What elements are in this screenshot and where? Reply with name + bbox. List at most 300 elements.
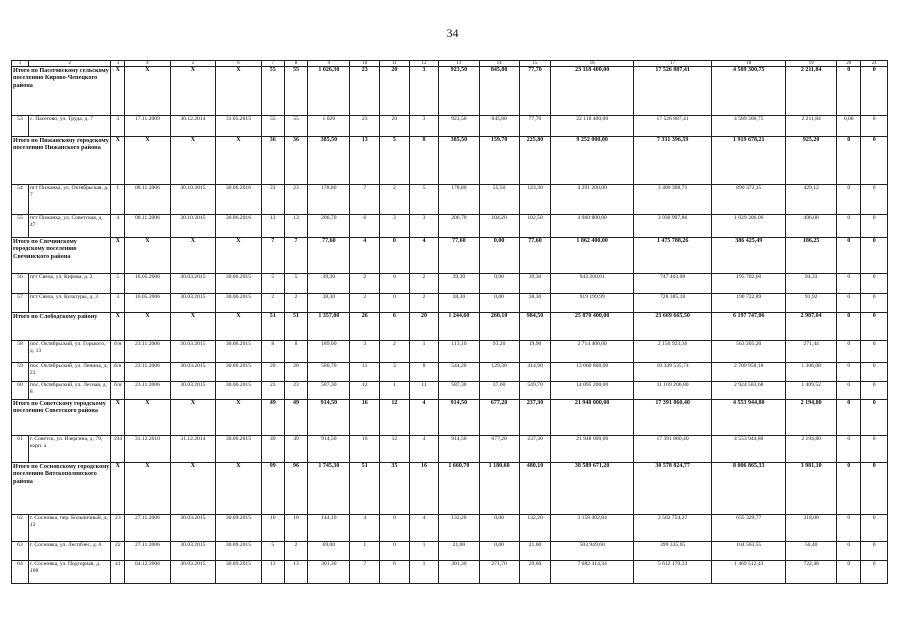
- subtotal-label: Итого по Сосновскому городскому поселению Вятскополянского района: [12, 463, 111, 515]
- address-cell: пгт Свеча, ул. Культуры, д. 3: [28, 294, 111, 313]
- cell: 38,30: [519, 294, 551, 313]
- cell: 77,60: [519, 238, 551, 274]
- cell: 195 702,60: [712, 274, 786, 294]
- cell: X: [170, 67, 215, 116]
- subtotal-row: [12, 137, 888, 185]
- cell: 237,30: [519, 400, 551, 436]
- cell: 0: [380, 238, 410, 274]
- cell: 9 252 000,00: [551, 137, 634, 185]
- cell: 38,30: [308, 294, 350, 313]
- register-table: [11, 60, 888, 584]
- cell: 4 553 944,80: [712, 436, 786, 463]
- cell: 190 722,89: [712, 294, 786, 313]
- cell: 30.06.2016: [216, 185, 261, 215]
- cell: 5 612 179,33: [633, 561, 711, 584]
- cell: 23: [350, 116, 380, 137]
- cell: 23.11.2006: [125, 382, 170, 400]
- cell: 0: [861, 185, 888, 215]
- cell: 0: [837, 215, 861, 238]
- cell: 17 526 887,41: [633, 116, 711, 137]
- cell: 4 589 300,75: [712, 116, 786, 137]
- cell: X: [125, 400, 170, 436]
- cell: 30.10.2015: [170, 185, 215, 215]
- cell: 30.09.2015: [216, 515, 261, 542]
- cell: 3: [409, 67, 439, 116]
- cell: 4: [409, 436, 439, 463]
- cell: 1: [409, 561, 439, 584]
- subtotal-row: [12, 67, 888, 116]
- cell: 39,30: [308, 274, 350, 294]
- cell: 914,50: [439, 436, 479, 463]
- cell: 51: [261, 313, 284, 341]
- table-row: [12, 436, 888, 463]
- cell: 587,30: [308, 382, 350, 400]
- cell: 3: [111, 116, 125, 137]
- table-row: [12, 215, 888, 238]
- row-number-cell: 62: [12, 515, 29, 542]
- cell: 0: [861, 515, 888, 542]
- cell: 30.03.2015: [170, 363, 215, 382]
- cell: 11: [409, 382, 439, 400]
- cell: 496,08: [786, 215, 837, 238]
- cell: 13: [261, 561, 284, 584]
- cell: 4: [350, 238, 380, 274]
- cell: 7: [284, 238, 307, 274]
- cell: 399 335,65: [633, 542, 711, 561]
- cell: 102,50: [519, 215, 551, 238]
- cell: 0: [380, 515, 410, 542]
- page-number: 34: [446, 26, 459, 40]
- cell: 0: [837, 313, 861, 341]
- cell: 3: [409, 215, 439, 238]
- cell: 7 082 414,34: [551, 561, 634, 584]
- cell: 1 469 512,43: [712, 561, 786, 584]
- table-row: [12, 294, 888, 313]
- cell: 2 709 958,18: [712, 363, 786, 382]
- cell: 23: [111, 515, 125, 542]
- cell: X: [170, 137, 215, 185]
- cell: 480,10: [519, 463, 551, 515]
- cell: 5: [380, 137, 410, 185]
- cell: 30.03.2015: [170, 515, 215, 542]
- column-number: 18: [712, 61, 786, 67]
- cell: 0: [837, 137, 861, 185]
- cell: 51: [350, 463, 380, 515]
- cell: 49: [261, 400, 284, 436]
- cell: 580,70: [308, 363, 350, 382]
- column-number: 4: [125, 61, 170, 67]
- cell: X: [111, 313, 125, 341]
- subtotal-label: Итого по Пижанскому городскому поселению Пижанского района: [12, 137, 111, 185]
- cell: 2 211,84: [786, 116, 837, 137]
- cell: 1 244,60: [439, 313, 479, 341]
- table-row: [12, 274, 888, 294]
- cell: 13 060 800,00: [551, 363, 634, 382]
- cell: 4: [409, 238, 439, 274]
- cell: 747 403,08: [633, 274, 711, 294]
- subtotal-label: Итого по Советскому городскому поселению Советского района: [12, 400, 111, 436]
- cell: 13: [261, 215, 284, 238]
- cell: 12: [380, 436, 410, 463]
- cell: 385,50: [439, 137, 479, 185]
- row-number-cell: 56: [12, 274, 29, 294]
- cell: 3: [111, 294, 125, 313]
- cell: 3: [380, 215, 410, 238]
- cell: 20: [380, 67, 410, 116]
- address-cell: пгт Пижанка, ул. Советская, д. 47: [28, 215, 111, 238]
- table-row: [12, 363, 888, 382]
- cell: 1: [409, 542, 439, 561]
- address-cell: пос. Октябрьский, ул. Горького, д. 13: [28, 341, 111, 363]
- cell: 16.05.2006: [125, 274, 170, 294]
- cell: 30.06.2015: [216, 382, 261, 400]
- cell: 0: [380, 274, 410, 294]
- cell: 30.06.2015: [216, 294, 261, 313]
- cell: 2 150 923,36: [633, 341, 711, 363]
- cell: 39,30: [519, 274, 551, 294]
- cell: 0: [837, 463, 861, 515]
- row-number-cell: 60: [12, 382, 29, 400]
- cell: 3 981,10: [786, 463, 837, 515]
- cell: 3: [409, 116, 439, 137]
- cell: 0: [837, 363, 861, 382]
- cell: 385,50: [308, 137, 350, 185]
- cell: 35: [380, 463, 410, 515]
- cell: 30.03.2015: [170, 274, 215, 294]
- cell: 7: [350, 561, 380, 584]
- cell: 7: [261, 238, 284, 274]
- cell: 2: [350, 274, 380, 294]
- column-number: 2: [28, 61, 111, 67]
- cell: X: [216, 313, 261, 341]
- cell: 04.12.2006: [125, 561, 170, 584]
- cell: 4 589 300,75: [712, 67, 786, 116]
- cell: 0: [861, 542, 888, 561]
- row-number-cell: 57: [12, 294, 29, 313]
- column-number: 12: [409, 61, 439, 67]
- cell: 914,50: [308, 436, 350, 463]
- table-row: [12, 515, 888, 542]
- cell: 563 205,20: [712, 341, 786, 363]
- cell: 1 180,60: [479, 463, 519, 515]
- cell: X: [216, 67, 261, 116]
- cell: 984,50: [519, 313, 551, 341]
- cell: 22 118 400,00: [551, 116, 634, 137]
- cell: 0,00: [479, 515, 519, 542]
- cell: 39,30: [439, 274, 479, 294]
- cell: 914,50: [439, 400, 479, 436]
- cell: 12: [380, 400, 410, 436]
- cell: X: [170, 238, 215, 274]
- cell: 2: [261, 294, 284, 313]
- cell: 21 948 000,00: [551, 400, 634, 436]
- subtotal-label: Итого по Слободскому району: [12, 313, 111, 341]
- cell: X: [111, 238, 125, 274]
- cell: 2 194,80: [786, 400, 837, 436]
- cell: 4: [409, 400, 439, 436]
- cell: 29,60: [519, 561, 551, 584]
- table-row: [12, 542, 888, 561]
- cell: 8: [261, 341, 284, 363]
- cell: 13: [350, 137, 380, 185]
- cell: 21 948 000,00: [551, 436, 634, 463]
- subtotal-row: [12, 463, 888, 515]
- cell: 11: [350, 363, 380, 382]
- cell: 132,20: [439, 515, 479, 542]
- cell: 4: [111, 215, 125, 238]
- cell: 132,20: [519, 515, 551, 542]
- cell: 23 118 400,00: [551, 67, 634, 116]
- row-number-cell: 53: [12, 116, 29, 137]
- cell: X: [111, 400, 125, 436]
- cell: 104,20: [479, 215, 519, 238]
- cell: 1 029 306,06: [712, 215, 786, 238]
- cell: 260,10: [479, 313, 519, 341]
- cell: 30.03.2015: [170, 341, 215, 363]
- cell: 31.12.2014: [170, 436, 215, 463]
- cell: 189,00: [308, 341, 350, 363]
- cell: 2 714 400,00: [551, 341, 634, 363]
- cell: 2: [409, 294, 439, 313]
- cell: 237,30: [519, 436, 551, 463]
- row-number-cell: 54: [12, 185, 29, 215]
- cell: X: [216, 463, 261, 515]
- address-cell: пгт Пижанка, ул. Октябрьская, д. 7: [28, 185, 111, 215]
- cell: 914,50: [308, 400, 350, 436]
- cell: 23: [350, 67, 380, 116]
- column-number: 13: [439, 61, 479, 67]
- cell: 8: [409, 363, 439, 382]
- cell: 129,30: [479, 363, 519, 382]
- cell: 1: [350, 542, 380, 561]
- cell: 21,00: [519, 542, 551, 561]
- cell: 08.11.2006: [125, 215, 170, 238]
- column-number: 21: [861, 61, 888, 67]
- cell: 318,00: [786, 515, 837, 542]
- cell: 55: [261, 67, 284, 116]
- cell: 0: [861, 116, 888, 137]
- subtotal-label: Итого по Пасеговскому сельскому поселению Кирово-Чепецкого района: [12, 67, 111, 116]
- cell: 20: [261, 363, 284, 382]
- cell: 3 930 997,86: [633, 215, 711, 238]
- cell: 0: [861, 436, 888, 463]
- cell: 123,30: [519, 185, 551, 215]
- column-number: 8: [284, 61, 307, 67]
- cell: 0: [380, 542, 410, 561]
- cell: 0: [861, 238, 888, 274]
- cell: 12: [350, 382, 380, 400]
- cell: 14 095 200,00: [551, 382, 634, 400]
- row-number-cell: 55: [12, 215, 29, 238]
- cell: 93,20: [479, 341, 519, 363]
- cell: 2 987,04: [786, 313, 837, 341]
- cell: 36: [261, 137, 284, 185]
- cell: 99: [261, 463, 284, 515]
- cell: 5: [261, 542, 284, 561]
- cell: 8 006 865,33: [712, 463, 786, 515]
- cell: 10 349 535,74: [633, 363, 711, 382]
- cell: б/н: [111, 382, 125, 400]
- subtotal-label: Итого по Свечинскому городскому поселению Свечинского района: [12, 238, 111, 274]
- table-body: [12, 61, 888, 584]
- cell: 186,25: [786, 238, 837, 274]
- cell: 55,50: [479, 185, 519, 215]
- cell: 0: [837, 67, 861, 116]
- column-number: 5: [170, 61, 215, 67]
- cell: 178,80: [439, 185, 479, 215]
- cell: 96: [284, 463, 307, 515]
- cell: 08.11.2006: [125, 185, 170, 215]
- cell: 0: [861, 294, 888, 313]
- cell: X: [216, 137, 261, 185]
- cell: 55: [284, 67, 307, 116]
- cell: 677,20: [479, 436, 519, 463]
- cell: 0,00: [479, 294, 519, 313]
- cell: 677,20: [479, 400, 519, 436]
- cell: 8: [284, 341, 307, 363]
- cell: 0: [837, 382, 861, 400]
- cell: 0: [837, 561, 861, 584]
- cell: 16: [350, 436, 380, 463]
- cell: 728 385,18: [633, 294, 711, 313]
- cell: X: [170, 313, 215, 341]
- cell: б/н: [111, 363, 125, 382]
- address-cell: г. Сосновка, пер. Больничный, д. 12: [28, 515, 111, 542]
- cell: 0: [861, 382, 888, 400]
- cell: 13: [284, 561, 307, 584]
- cell: 0: [861, 274, 888, 294]
- cell: 178,80: [308, 185, 350, 215]
- column-number: 7: [261, 61, 284, 67]
- cell: 77,60: [308, 238, 350, 274]
- column-number: 20: [837, 61, 861, 67]
- cell: 1 919 678,21: [712, 137, 786, 185]
- cell: 0: [861, 341, 888, 363]
- cell: 30.06.2015: [216, 363, 261, 382]
- cell: 49: [261, 436, 284, 463]
- cell: 5: [284, 274, 307, 294]
- table-row: [12, 382, 888, 400]
- cell: 55: [284, 116, 307, 137]
- cell: 30.06.2015: [216, 436, 261, 463]
- cell: 206,70: [439, 215, 479, 238]
- subtotal-row: [12, 400, 888, 436]
- cell: 544,20: [439, 363, 479, 382]
- cell: 386 425,49: [712, 238, 786, 274]
- cell: 30.03.2015: [170, 561, 215, 584]
- cell: 0: [380, 294, 410, 313]
- cell: 655 329,77: [712, 515, 786, 542]
- cell: 1 862 400,00: [551, 238, 634, 274]
- cell: 17 526 887,41: [633, 67, 711, 116]
- cell: 51: [284, 313, 307, 341]
- cell: 104 563,55: [712, 542, 786, 561]
- column-number: 6: [216, 61, 261, 67]
- cell: 19,90: [519, 341, 551, 363]
- cell: 301,30: [439, 561, 479, 584]
- cell: 7 331 396,59: [633, 137, 711, 185]
- table-row: [12, 561, 888, 584]
- subtotal-row: [12, 313, 888, 341]
- cell: 0: [861, 400, 888, 436]
- cell: 16: [350, 400, 380, 436]
- cell: 13: [284, 215, 307, 238]
- cell: 206,70: [308, 215, 350, 238]
- cell: 4 291 200,00: [551, 185, 634, 215]
- cell: 2: [409, 274, 439, 294]
- cell: 4: [350, 515, 380, 542]
- cell: X: [111, 67, 125, 116]
- cell: 271,70: [479, 561, 519, 584]
- table-row: [12, 116, 888, 137]
- cell: 5: [409, 185, 439, 215]
- cell: X: [170, 463, 215, 515]
- cell: 0: [861, 313, 888, 341]
- cell: 41: [111, 561, 125, 584]
- cell: 2 924 583,68: [712, 382, 786, 400]
- cell: 91,92: [786, 294, 837, 313]
- cell: 10: [284, 515, 307, 542]
- column-number: 9: [308, 61, 350, 67]
- address-cell: пос. Октябрьский, ул. Ленина, д. 23: [28, 363, 111, 382]
- cell: 30.06.2015: [216, 274, 261, 294]
- cell: 194: [111, 436, 125, 463]
- cell: 38,30: [439, 294, 479, 313]
- cell: 4 553 944,80: [712, 400, 786, 436]
- cell: 113,10: [439, 341, 479, 363]
- cell: 10: [261, 515, 284, 542]
- cell: 0,00: [479, 238, 519, 274]
- cell: 77,70: [519, 67, 551, 116]
- cell: 27.11.2006: [125, 515, 170, 542]
- cell: 3 158 402,04: [551, 515, 634, 542]
- cell: 503 949,60: [551, 542, 634, 561]
- cell: 1: [380, 382, 410, 400]
- cell: X: [111, 137, 125, 185]
- cell: 49: [284, 436, 307, 463]
- cell: 1: [409, 341, 439, 363]
- subtotal-row: [12, 238, 888, 274]
- cell: 30.03.2015: [170, 382, 215, 400]
- cell: 49: [284, 400, 307, 436]
- cell: 17 391 860,40: [633, 436, 711, 463]
- cell: 0: [837, 400, 861, 436]
- column-number: 11: [380, 61, 410, 67]
- row-number-cell: 64: [12, 561, 29, 584]
- cell: 3: [350, 341, 380, 363]
- cell: X: [125, 67, 170, 116]
- cell: 31.12.2010: [125, 436, 170, 463]
- cell: 923,50: [439, 116, 479, 137]
- cell: 2 194,80: [786, 436, 837, 463]
- cell: X: [125, 313, 170, 341]
- address-cell: пгт Свеча, ул. Кирова, д. 2: [28, 274, 111, 294]
- cell: 1 306,08: [786, 363, 837, 382]
- column-number: 19: [786, 61, 837, 67]
- cell: 30.03.2015: [170, 294, 215, 313]
- address-cell: г. Советск, ул. Изергина, д. 79, корп. а: [28, 436, 111, 463]
- cell: 27.11.2006: [125, 542, 170, 561]
- cell: 30.03.2015: [170, 542, 215, 561]
- cell: 1 660,70: [439, 463, 479, 515]
- table-row: [12, 185, 888, 215]
- cell: 2: [284, 542, 307, 561]
- address-cell: пос. Октябрьский, ул. Лесная, д. 8: [28, 382, 111, 400]
- cell: 4: [409, 515, 439, 542]
- cell: 77,60: [439, 238, 479, 274]
- cell: 30.10.2015: [170, 215, 215, 238]
- cell: 55: [261, 116, 284, 137]
